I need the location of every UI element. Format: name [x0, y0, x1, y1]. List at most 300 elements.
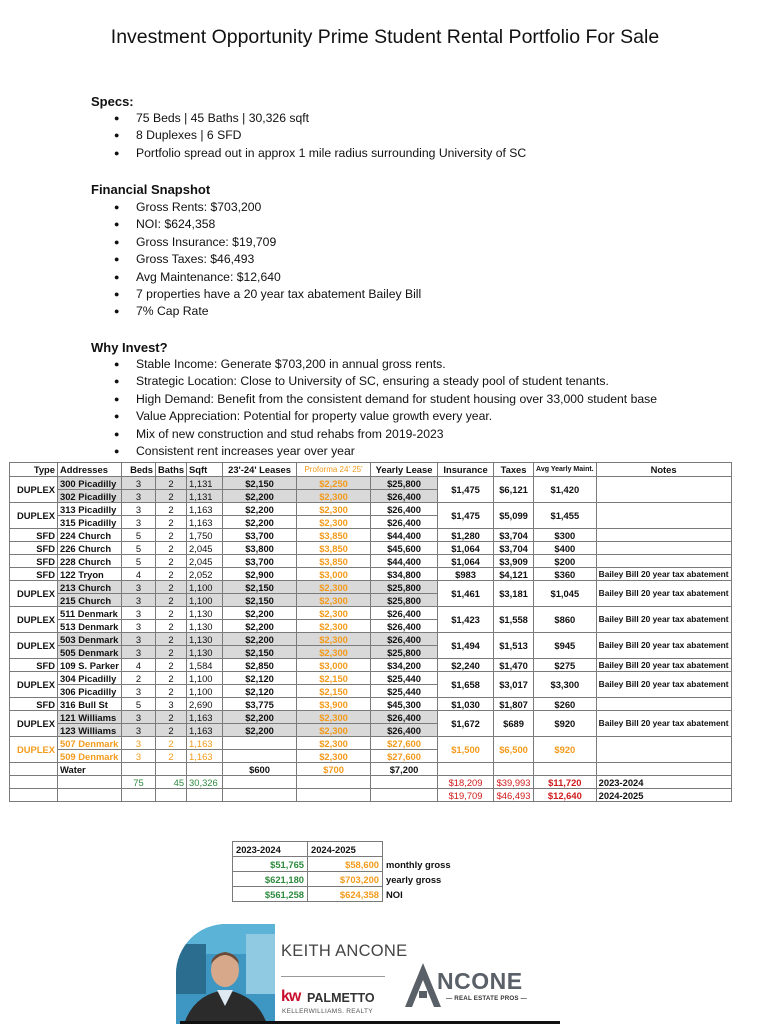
sqft-cell: 1,163 [187, 737, 223, 750]
table-cell [10, 763, 58, 776]
table-row [10, 529, 732, 542]
baths-cell: 2 [156, 724, 187, 737]
notes-cell [596, 555, 731, 568]
beds-cell: 3 [122, 490, 156, 503]
baths-cell: 2 [156, 477, 187, 490]
proforma-cell: $2,300 [297, 594, 371, 607]
yearly-lease-cell: $25,800 [371, 646, 438, 659]
beds-cell: 5 [122, 542, 156, 555]
maintenance-cell: $1,045 [534, 581, 597, 607]
taxes-cell: $1,470 [494, 659, 534, 672]
yearly-lease-cell: $26,400 [371, 633, 438, 646]
table-cell [10, 776, 58, 789]
lease-cell: $2,900 [223, 568, 297, 581]
summary-table [232, 841, 470, 902]
table-cell [58, 776, 122, 789]
property-address: 306 Picadilly [58, 685, 122, 698]
proforma-cell: $2,300 [297, 724, 371, 737]
table-cell [438, 763, 494, 776]
summary-value-2023: $621,180 [233, 872, 308, 887]
col-header-taxes: Taxes [494, 463, 534, 477]
total-maint-2023: $11,720 [534, 776, 597, 789]
yearly-lease-cell: $26,400 [371, 724, 438, 737]
why-list [114, 356, 657, 460]
yearly-lease-cell: $25,440 [371, 672, 438, 685]
totals-label-2023: 2023-2024 [596, 776, 731, 789]
col-header-addresses: Addresses [58, 463, 122, 477]
insurance-cell: $1,423 [438, 607, 494, 633]
summary-label: monthly gross [386, 858, 451, 870]
beds-cell: 3 [122, 633, 156, 646]
property-address: 316 Bull St [58, 698, 122, 711]
beds-cell: 3 [122, 750, 156, 763]
maintenance-cell: $3,300 [534, 672, 597, 698]
baths-cell: 2 [156, 516, 187, 529]
baths-cell: 2 [156, 581, 187, 594]
insurance-cell: $983 [438, 568, 494, 581]
baths-cell: 2 [156, 542, 187, 555]
yearly-lease-cell: $25,800 [371, 594, 438, 607]
total-baths: 45 [156, 776, 187, 789]
notes-cell [596, 503, 731, 529]
summary-spacer [383, 842, 470, 857]
proforma-cell: $2,300 [297, 516, 371, 529]
lease-cell: $2,200 [223, 503, 297, 516]
insurance-cell: $1,064 [438, 542, 494, 555]
notes-cell [596, 529, 731, 542]
beds-cell: 3 [122, 646, 156, 659]
property-type: SFD [10, 698, 58, 711]
table-cell [58, 789, 122, 802]
baths-cell: 2 [156, 568, 187, 581]
sqft-cell: 2,690 [187, 698, 223, 711]
proforma-cell: $3,900 [297, 698, 371, 711]
taxes-cell: $6,121 [494, 477, 534, 503]
property-address: 224 Church [58, 529, 122, 542]
agent-name: KEITH ANCONE [281, 942, 408, 960]
notes-cell [596, 542, 731, 555]
property-type: DUPLEX [10, 607, 58, 633]
property-address: 109 S. Parker [58, 659, 122, 672]
proforma-cell: $2,300 [297, 711, 371, 724]
lease-cell: $2,850 [223, 659, 297, 672]
summary-row [233, 887, 470, 902]
summary-body [233, 842, 470, 902]
property-address: 304 Picadilly [58, 672, 122, 685]
sqft-cell: 1,130 [187, 620, 223, 633]
yearly-lease-cell: $26,400 [371, 607, 438, 620]
sqft-cell: 1,130 [187, 633, 223, 646]
table-cell [371, 789, 438, 802]
insurance-cell: $1,475 [438, 503, 494, 529]
beds-cell: 3 [122, 477, 156, 490]
kw-logo: kw [281, 988, 301, 1005]
beds-cell: 5 [122, 698, 156, 711]
proforma-cell: $2,300 [297, 607, 371, 620]
total-sqft: 30,326 [187, 776, 223, 789]
water-yearly: $7,200 [371, 763, 438, 776]
maintenance-cell: $1,420 [534, 477, 597, 503]
summary-value-2024: $58,600 [308, 857, 383, 872]
table-cell [187, 789, 223, 802]
col-header-baths: Baths [156, 463, 187, 477]
total-insurance-2024: $19,709 [438, 789, 494, 802]
property-address: 213 Church [58, 581, 122, 594]
summary-label: NOI [386, 888, 403, 900]
property-address: 226 Church [58, 542, 122, 555]
sqft-cell: 1,163 [187, 503, 223, 516]
notes-cell [596, 737, 731, 763]
notes-cell: Bailey Bill 20 year tax abatement [596, 607, 731, 633]
kw-subtext: KELLERWILLIAMS. REALTY [282, 1008, 373, 1015]
sqft-cell: 1,750 [187, 529, 223, 542]
property-address: 315 Picadilly [58, 516, 122, 529]
table-cell [494, 763, 534, 776]
sqft-cell: 1,100 [187, 685, 223, 698]
summary-value-2023: $561,258 [233, 887, 308, 902]
sqft-cell: 1,100 [187, 672, 223, 685]
beds-cell: 2 [122, 672, 156, 685]
table-cell [297, 789, 371, 802]
taxes-cell: $4,121 [494, 568, 534, 581]
table-cell [122, 789, 156, 802]
summary-value-2024: $703,200 [308, 872, 383, 887]
agent-photo [176, 924, 275, 1024]
sqft-cell: 1,163 [187, 750, 223, 763]
proforma-cell: $2,300 [297, 620, 371, 633]
list-item: ● Consistent rent increases year over year [114, 443, 657, 460]
beds-cell: 3 [122, 724, 156, 737]
col-header-leases: 23'-24' Leases [223, 463, 297, 477]
proforma-cell: $2,150 [297, 685, 371, 698]
yearly-lease-cell: $26,400 [371, 711, 438, 724]
water-lease: $600 [223, 763, 297, 776]
table-row [10, 568, 732, 581]
sqft-cell: 1,584 [187, 659, 223, 672]
yearly-lease-cell: $34,800 [371, 568, 438, 581]
insurance-cell: $1,461 [438, 581, 494, 607]
baths-cell: 2 [156, 750, 187, 763]
sqft-cell: 1,163 [187, 516, 223, 529]
baths-cell: 2 [156, 646, 187, 659]
table-row [10, 503, 732, 516]
beds-cell: 3 [122, 711, 156, 724]
beds-cell: 3 [122, 685, 156, 698]
col-header-sqft: Sqft [187, 463, 223, 477]
proforma-cell: $2,300 [297, 750, 371, 763]
list-item: ● Mix of new construction and stud rehabs from 2019-2023 [114, 426, 657, 443]
beds-cell: 3 [122, 594, 156, 607]
proforma-cell: $3,000 [297, 659, 371, 672]
lease-cell: $2,200 [223, 724, 297, 737]
property-address: 228 Church [58, 555, 122, 568]
table-row [10, 607, 732, 620]
baths-cell: 3 [156, 698, 187, 711]
yearly-lease-cell: $45,600 [371, 542, 438, 555]
water-label: Water [58, 763, 122, 776]
lease-cell: $2,200 [223, 711, 297, 724]
yearly-lease-cell: $26,400 [371, 620, 438, 633]
yearly-lease-cell: $27,600 [371, 750, 438, 763]
maintenance-cell: $945 [534, 633, 597, 659]
property-address: 503 Denmark [58, 633, 122, 646]
maintenance-cell: $260 [534, 698, 597, 711]
table-cell [371, 776, 438, 789]
property-type: SFD [10, 568, 58, 581]
sqft-cell: 1,163 [187, 724, 223, 737]
summary-value-2023: $51,765 [233, 857, 308, 872]
notes-cell: Bailey Bill 20 year tax abatement [596, 672, 731, 698]
table-cell [297, 776, 371, 789]
summary-header-row [233, 842, 470, 857]
lease-cell: $2,150 [223, 594, 297, 607]
table-cell [122, 763, 156, 776]
baths-cell: 2 [156, 503, 187, 516]
property-address: 513 Denmark [58, 620, 122, 633]
beds-cell: 3 [122, 503, 156, 516]
notes-cell: Bailey Bill 20 year tax abatement [596, 633, 731, 659]
yearly-lease-cell: $26,400 [371, 490, 438, 503]
lease-cell: $2,150 [223, 477, 297, 490]
table-cell [156, 763, 187, 776]
table-cell [596, 763, 731, 776]
yearly-lease-cell: $34,200 [371, 659, 438, 672]
divider [281, 976, 385, 977]
baths-cell: 2 [156, 607, 187, 620]
maintenance-cell: $920 [534, 711, 597, 737]
taxes-cell: $6,500 [494, 737, 534, 763]
lease-cell: $2,120 [223, 672, 297, 685]
taxes-cell: $3,909 [494, 555, 534, 568]
col-header-notes: Notes [596, 463, 731, 477]
sqft-cell: 1,130 [187, 607, 223, 620]
table-header-row [10, 463, 732, 477]
taxes-cell: $3,704 [494, 529, 534, 542]
maintenance-cell: $360 [534, 568, 597, 581]
maintenance-cell: $920 [534, 737, 597, 763]
property-type: DUPLEX [10, 737, 58, 763]
yearly-lease-cell: $26,400 [371, 516, 438, 529]
property-address: 215 Church [58, 594, 122, 607]
property-type: SFD [10, 555, 58, 568]
maintenance-cell: $200 [534, 555, 597, 568]
taxes-cell: $1,513 [494, 633, 534, 659]
lease-cell: $2,150 [223, 646, 297, 659]
insurance-cell: $1,500 [438, 737, 494, 763]
sqft-cell: 2,052 [187, 568, 223, 581]
lease-cell: $3,775 [223, 698, 297, 711]
table-row [10, 542, 732, 555]
notes-cell [596, 698, 731, 711]
taxes-cell: $1,807 [494, 698, 534, 711]
yearly-lease-cell: $25,800 [371, 581, 438, 594]
sqft-cell: 1,100 [187, 581, 223, 594]
notes-cell [596, 477, 731, 503]
table-cell [223, 789, 297, 802]
property-type: SFD [10, 542, 58, 555]
summary-col1: 2023-2024 [233, 842, 308, 857]
property-address: 509 Denmark [58, 750, 122, 763]
total-taxes-2024: $46,493 [494, 789, 534, 802]
lease-cell: $2,200 [223, 620, 297, 633]
baths-cell: 2 [156, 633, 187, 646]
insurance-cell: $2,240 [438, 659, 494, 672]
baths-cell: 2 [156, 529, 187, 542]
list-item: ● Gross Rents: $703,200 [114, 199, 421, 216]
proforma-cell: $2,150 [297, 672, 371, 685]
ancone-subtext: — REAL ESTATE PROS — [446, 995, 528, 1002]
beds-cell: 5 [122, 529, 156, 542]
baths-cell: 2 [156, 659, 187, 672]
property-type: SFD [10, 529, 58, 542]
lease-cell: $2,200 [223, 633, 297, 646]
lease-cell: $3,800 [223, 542, 297, 555]
beds-cell: 3 [122, 607, 156, 620]
list-item: ● NOI: $624,358 [114, 216, 421, 233]
property-type: DUPLEX [10, 672, 58, 698]
property-address: 505 Denmark [58, 646, 122, 659]
specs-heading: Specs: [91, 94, 134, 109]
table-cell [223, 776, 297, 789]
taxes-cell: $1,558 [494, 607, 534, 633]
portfolio-table [9, 462, 732, 802]
lease-cell [223, 750, 297, 763]
baths-cell: 2 [156, 490, 187, 503]
baths-cell: 2 [156, 555, 187, 568]
property-address: 121 Williams [58, 711, 122, 724]
table-cell [10, 789, 58, 802]
proforma-cell: $2,250 [297, 477, 371, 490]
col-header-maint: Avg Yearly Maint. [534, 463, 597, 477]
yearly-lease-cell: $44,400 [371, 555, 438, 568]
list-item: ● 8 Duplexes | 6 SFD [114, 127, 526, 144]
palmetto-logo-text: PALMETTO [307, 991, 375, 1005]
maintenance-cell: $300 [534, 529, 597, 542]
taxes-cell: $689 [494, 711, 534, 737]
notes-cell: Bailey Bill 20 year tax abatement [596, 659, 731, 672]
property-type: DUPLEX [10, 581, 58, 607]
property-address: 123 Williams [58, 724, 122, 737]
totals-row [10, 789, 732, 802]
list-item: ● 75 Beds | 45 Baths | 30,326 sqft [114, 110, 526, 127]
proforma-cell: $2,300 [297, 646, 371, 659]
list-item: ● Avg Maintenance: $12,640 [114, 269, 421, 286]
table-cell [534, 763, 597, 776]
table-row [10, 672, 732, 685]
total-maint-2024: $12,640 [534, 789, 597, 802]
list-item: ● 7% Cap Rate [114, 303, 421, 320]
yearly-lease-cell: $27,600 [371, 737, 438, 750]
property-address: 122 Tryon [58, 568, 122, 581]
insurance-cell: $1,064 [438, 555, 494, 568]
maintenance-cell: $860 [534, 607, 597, 633]
table-body [10, 463, 732, 802]
beds-cell: 5 [122, 555, 156, 568]
property-type: DUPLEX [10, 503, 58, 529]
beds-cell: 4 [122, 659, 156, 672]
maintenance-cell: $1,455 [534, 503, 597, 529]
table-row [10, 698, 732, 711]
insurance-cell: $1,030 [438, 698, 494, 711]
col-header-insurance: Insurance [438, 463, 494, 477]
list-item: ● 7 properties have a 20 year tax abatement Bailey Bill [114, 286, 421, 303]
lease-cell [223, 737, 297, 750]
table-row-water [10, 763, 732, 776]
beds-cell: 3 [122, 581, 156, 594]
water-proforma: $700 [297, 763, 371, 776]
financial-list [114, 199, 421, 321]
taxes-cell: $3,181 [494, 581, 534, 607]
notes-cell: Bailey Bill 20 year tax abatement [596, 711, 731, 737]
proforma-cell: $2,300 [297, 581, 371, 594]
table-row [10, 737, 732, 750]
proforma-cell: $2,300 [297, 737, 371, 750]
summary-value-2024: $624,358 [308, 887, 383, 902]
insurance-cell: $1,280 [438, 529, 494, 542]
notes-cell: Bailey Bill 20 year tax abatement [596, 581, 731, 607]
proforma-cell: $3,850 [297, 529, 371, 542]
sqft-cell: 1,100 [187, 594, 223, 607]
yearly-lease-cell: $25,440 [371, 685, 438, 698]
maintenance-cell: $275 [534, 659, 597, 672]
list-item: ● Stable Income: Generate $703,200 in annual gross rents. [114, 356, 657, 373]
notes-cell: Bailey Bill 20 year tax abatement [596, 568, 731, 581]
page-title: Investment Opportunity Prime Student Rental Portfolio For Sale [110, 26, 660, 48]
yearly-lease-cell: $44,400 [371, 529, 438, 542]
proforma-cell: $2,300 [297, 633, 371, 646]
baths-cell: 2 [156, 737, 187, 750]
property-address: 300 Picadilly [58, 477, 122, 490]
sqft-cell: 1,163 [187, 711, 223, 724]
proforma-cell: $2,300 [297, 503, 371, 516]
list-item: ● Strategic Location: Close to University of SC, ensuring a steady pool of student tenants. [114, 373, 657, 390]
totals-label-2024: 2024-2025 [596, 789, 731, 802]
insurance-cell: $1,494 [438, 633, 494, 659]
proforma-cell: $2,300 [297, 490, 371, 503]
beds-cell: 3 [122, 620, 156, 633]
list-item: ● Gross Taxes: $46,493 [114, 251, 421, 268]
total-taxes-2023: $39,993 [494, 776, 534, 789]
table-row [10, 711, 732, 724]
table-row [10, 659, 732, 672]
insurance-cell: $1,658 [438, 672, 494, 698]
list-item: ● Gross Insurance: $19,709 [114, 234, 421, 251]
proforma-cell: $3,000 [297, 568, 371, 581]
taxes-cell: $5,099 [494, 503, 534, 529]
yearly-lease-cell: $26,400 [371, 503, 438, 516]
col-header-type: Type [10, 463, 58, 477]
yearly-lease-cell: $45,300 [371, 698, 438, 711]
list-item: ● Portfolio spread out in approx 1 mile radius surrounding University of SC [114, 145, 526, 162]
col-header-yearly: Yearly Lease [371, 463, 438, 477]
property-address: 302 Picadilly [58, 490, 122, 503]
sqft-cell: 1,131 [187, 490, 223, 503]
sqft-cell: 2,045 [187, 542, 223, 555]
table-row [10, 581, 732, 594]
why-heading: Why Invest? [91, 340, 168, 355]
col-header-proforma: Proforma 24' 25' [297, 463, 371, 477]
baths-cell: 2 [156, 672, 187, 685]
beds-cell: 4 [122, 568, 156, 581]
proforma-cell: $3,850 [297, 542, 371, 555]
baths-cell: 2 [156, 620, 187, 633]
lease-cell: $3,700 [223, 529, 297, 542]
insurance-cell: $1,475 [438, 477, 494, 503]
lease-cell: $2,150 [223, 581, 297, 594]
proforma-cell: $3,850 [297, 555, 371, 568]
totals-row [10, 776, 732, 789]
beds-cell: 3 [122, 737, 156, 750]
